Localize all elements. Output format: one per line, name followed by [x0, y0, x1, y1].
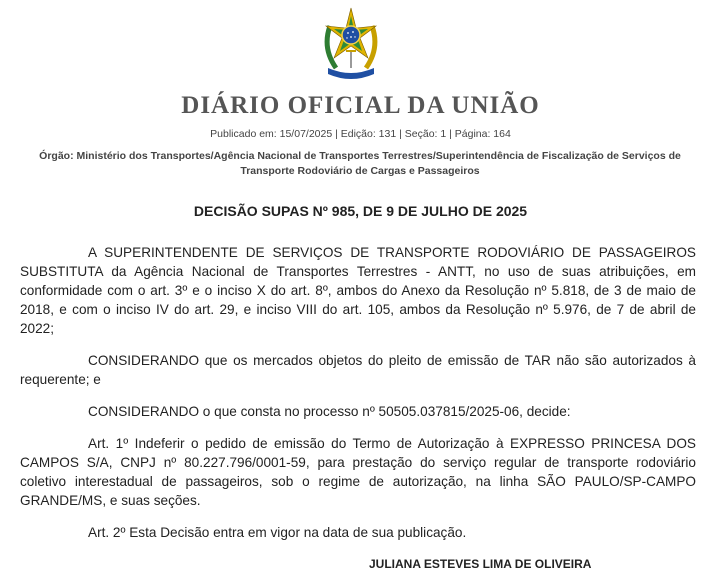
document-body	[20, 243, 696, 555]
page-title: DIÁRIO OFICIAL DA UNIÃO	[181, 92, 540, 119]
article-2-paragraph: Art. 2º Esta Decisão entra em vigor na data de sua publicação.	[88, 525, 467, 540]
article-1-paragraph: Art. 1º Indeferir o pedido de emissão do Termo de Autorização à EXPRESSO PRINCESA DOS CAMPOS S/A, CNPJ nº 80.227.796/0001-59, para prestação do serviço regular de transporte rodoviário coletivo interestadual de passageiros, sob o regime de autorização, na linha SÃO PAULO/SP-CAMPO GRANDE/MS, e suas seções.	[20, 436, 696, 508]
considerando-paragraph-2: CONSIDERANDO o que consta no processo nº 50505.037815/2025-06, decide:	[88, 404, 571, 419]
brazil-coat-of-arms-icon	[320, 6, 382, 82]
publication-info: Publicado em: 15/07/2025 | Edição: 131 | Seção: 1 | Página: 164	[210, 128, 511, 140]
preamble-paragraph: A SUPERINTENDENTE DE SERVIÇOS DE TRANSPORTE RODOVIÁRIO DE PASSAGEIROS SUBSTITUTA da Agência Nacional de Transportes Terrestres - ANTT, no uso de suas atribuições, em conformidade com o art. 3º e o inciso X do art. 8º, ambos do Anexo da Resolução nº 5.818, de 3 de maio de 2018, e com o inciso IV do art. 29, e inciso VIII do art. 105, ambos da Resolução nº 5.976, de 7 de abril de 2022;	[20, 245, 696, 336]
considerando-paragraph-1: CONSIDERANDO que os mercados objetos do pleito de emissão de TAR não são autorizados à requerente; e	[20, 353, 696, 387]
signature-name: JULIANA ESTEVES LIMA DE OLIVEIRA	[369, 557, 592, 571]
decision-heading: DECISÃO SUPAS Nº 985, DE 9 DE JULHO DE 2025	[193, 203, 528, 219]
issuing-organ: Órgão: Ministério dos Transportes/Agência Nacional de Transportes Terrestres/Superintendência de Fiscalização de Serviços de Transporte Rodoviário de Cargas e Passageiros	[39, 150, 681, 177]
